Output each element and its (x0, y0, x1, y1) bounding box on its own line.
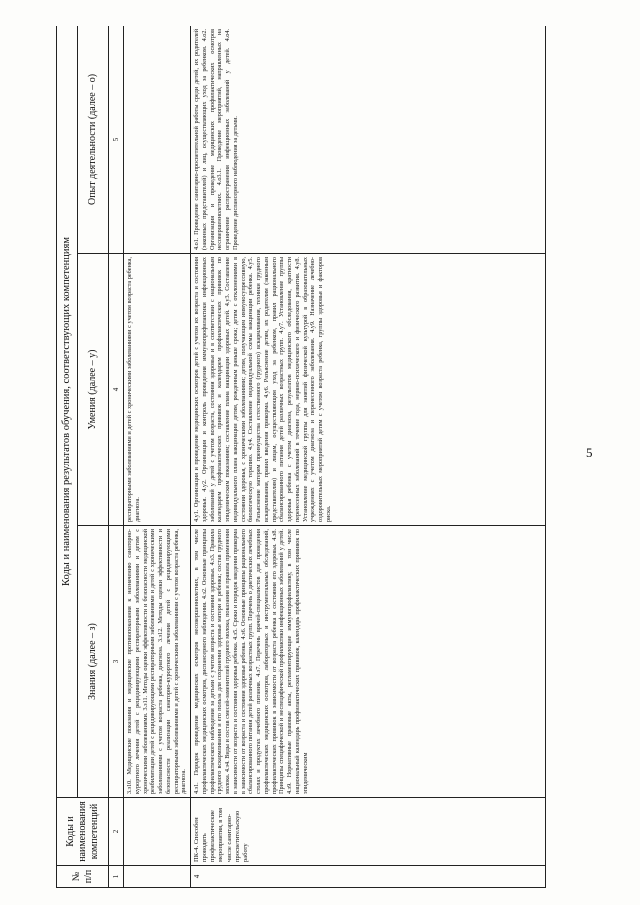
table-header-row (57, 26, 78, 888)
experience-cell: 4.о1. Проведение санитарно-просветительной работы среди детей, их родителей (законных представителей) и лиц, осуществляющих уход за ребенком. 4.о2. Организация и проведение медицинских профилактических осмотров несовершеннолетних. 4.о3.1. Проведение мероприятий, направленных на ограничение распространения инфекционных заболеваний у детей. 4.о4. Проведение диспансерного наблюдения за детьми. (191, 26, 546, 254)
index-cell: 3 (109, 526, 124, 798)
header-group: Коды и наименования результатов обучения, соответствующих компетенциям (57, 26, 78, 798)
header-codes: Коды и наименования компетенций (57, 798, 109, 866)
code-cell (124, 798, 191, 866)
skills-cell: респираторными заболеваниями и детей с хроническими заболеваниями с учетом возраста ребенка, диагноза. (124, 254, 191, 526)
index-cell: 4 (109, 254, 124, 526)
rotated-table-container (56, 26, 546, 888)
code-cell: ПК-4. Способен проводить профилактические мероприятия, в том числе санитарно-просветительскую работу (191, 798, 546, 866)
header-experience: Опыт деятельности (далее – о) (78, 26, 109, 254)
header-knowledge: Знания (далее – з) (78, 526, 109, 798)
header-skills: Умения (далее – у) (78, 254, 109, 526)
table-row (191, 26, 546, 888)
table-row (124, 26, 191, 888)
competencies-table (56, 26, 546, 888)
table-subheader-row (78, 26, 109, 888)
column-index-row (109, 26, 124, 888)
skills-cell: 4.у1. Организация и проведение медицинских осмотров детей с учетом их возраста и состояния здоровья. 4.у2. Организация и контроль проведения иммунопрофилактики инфекционных заболеваний у детей с учетом возраста, состояния здоровья и в соответствии с национальным календарем профилактических прививок и календарем профилактических прививок по эпидемическим показаниям; составление плана вакцинации здоровых детей. 4.у3. Составление индивидуального плана вакцинации детям, рожденным раньше срока; детям с отклонениями в состоянии здоровья, с хроническими заболеваниями; детям, получающим иммуносупрессивную, биологическую терапию. 4.у4. Составление индивидуальной схемы вакцинации ребенка. 4.у5. Разъяснение матерям преимущества естественного (грудного) вскармливания, техники грудного вскармливания, правил введения прикорма. 4.у6. Разъяснение детям, их родителям (законным представителям) и лицам, осуществляющим уход за ребенком, правил рационального сбалансированного питания детей различных возрастных групп. 4.у7. Установление группы здоровья ребенка с учетом диагноза, результатов медицинского обследования, кратности перенесенных заболеваний в течение года, нервно-психического и физического развития. 4.у8. Установление медицинской группы для занятий физической культурой в образовательных учреждениях с учетом диагноза и перенесенного заболевания. 4.у9. Назначение лечебно-оздоровительных мероприятий детям с учетом возраста ребенка, группы здоровья и факторов риска. (191, 254, 546, 526)
knowledge-cell: 3.з10. Медицинские показания и медицинские противопоказания к назначению санаторно-курортного лечения детей с рецидивирующими респираторными заболеваниями и детям с хроническими заболеваниями. 3.з11. Методы оценки эффективности и безопасности медицинской реабилитации детей с рецидивирующими респираторными заболеваниями и детей с хроническими заболеваниями с учетом возраста ребенка, диагноза. 3.з12. Методы оценки эффективности и безопасности реализации санаторно-курортного лечения детей с рецидивирующими респираторными заболеваниями и детей с хроническими заболеваниями с учетом возраста ребенка, диагноза. (124, 526, 191, 798)
index-cell: 1 (109, 866, 124, 888)
experience-cell (124, 26, 191, 254)
header-num: № п/п (57, 866, 109, 888)
index-cell: 5 (109, 26, 124, 254)
knowledge-cell: 4.з1. Порядок проведения медицинских осмотров несовершеннолетних, в том числе профилактических медицинских осмотров, диспансерного наблюдения. 4.з2. Основные принципы профилактического наблюдения за детьми с учетом возраста и состояния здоровья. 4.з3. Правила грудного вскармливания и его польза для сохранения здоровья матери и ребенка; состав грудного молока. 4.з4. Виды и состав смесей-заменителей грудного молока, показания и правила применения в зависимости от возраста и состояния здоровья ребенка. 4.з5. Сроки и порядок введения прикорма в зависимости от возраста и состояния здоровья ребенка. 4.з6. Основные принципы рационального сбалансированного питания детей различных возрастных групп. Перечень о диетических лечебных столах и продуктах лечебного питания. 4.з7. Перечень врачей-специалистов для проведения профилактических медицинских осмотров, лабораторных и инструментальных обследований, профилактических прививок в зависимости от возраста ребенка и состояния его здоровья. 4.з8. Принципы специфической и неспецифической профилактики инфекционных заболеваний у детей. 4.з9. Нормативные правовые акты, регламентирующие иммунопрофилактику, в том числе национальный календарь профилактических прививок, календарь профилактических прививок по эпидемическим (191, 526, 546, 798)
num-cell (124, 866, 191, 888)
page-number: 5 (586, 445, 593, 460)
index-cell: 2 (109, 798, 124, 866)
table-frame (56, 26, 546, 888)
num-cell: 4 (191, 866, 546, 888)
